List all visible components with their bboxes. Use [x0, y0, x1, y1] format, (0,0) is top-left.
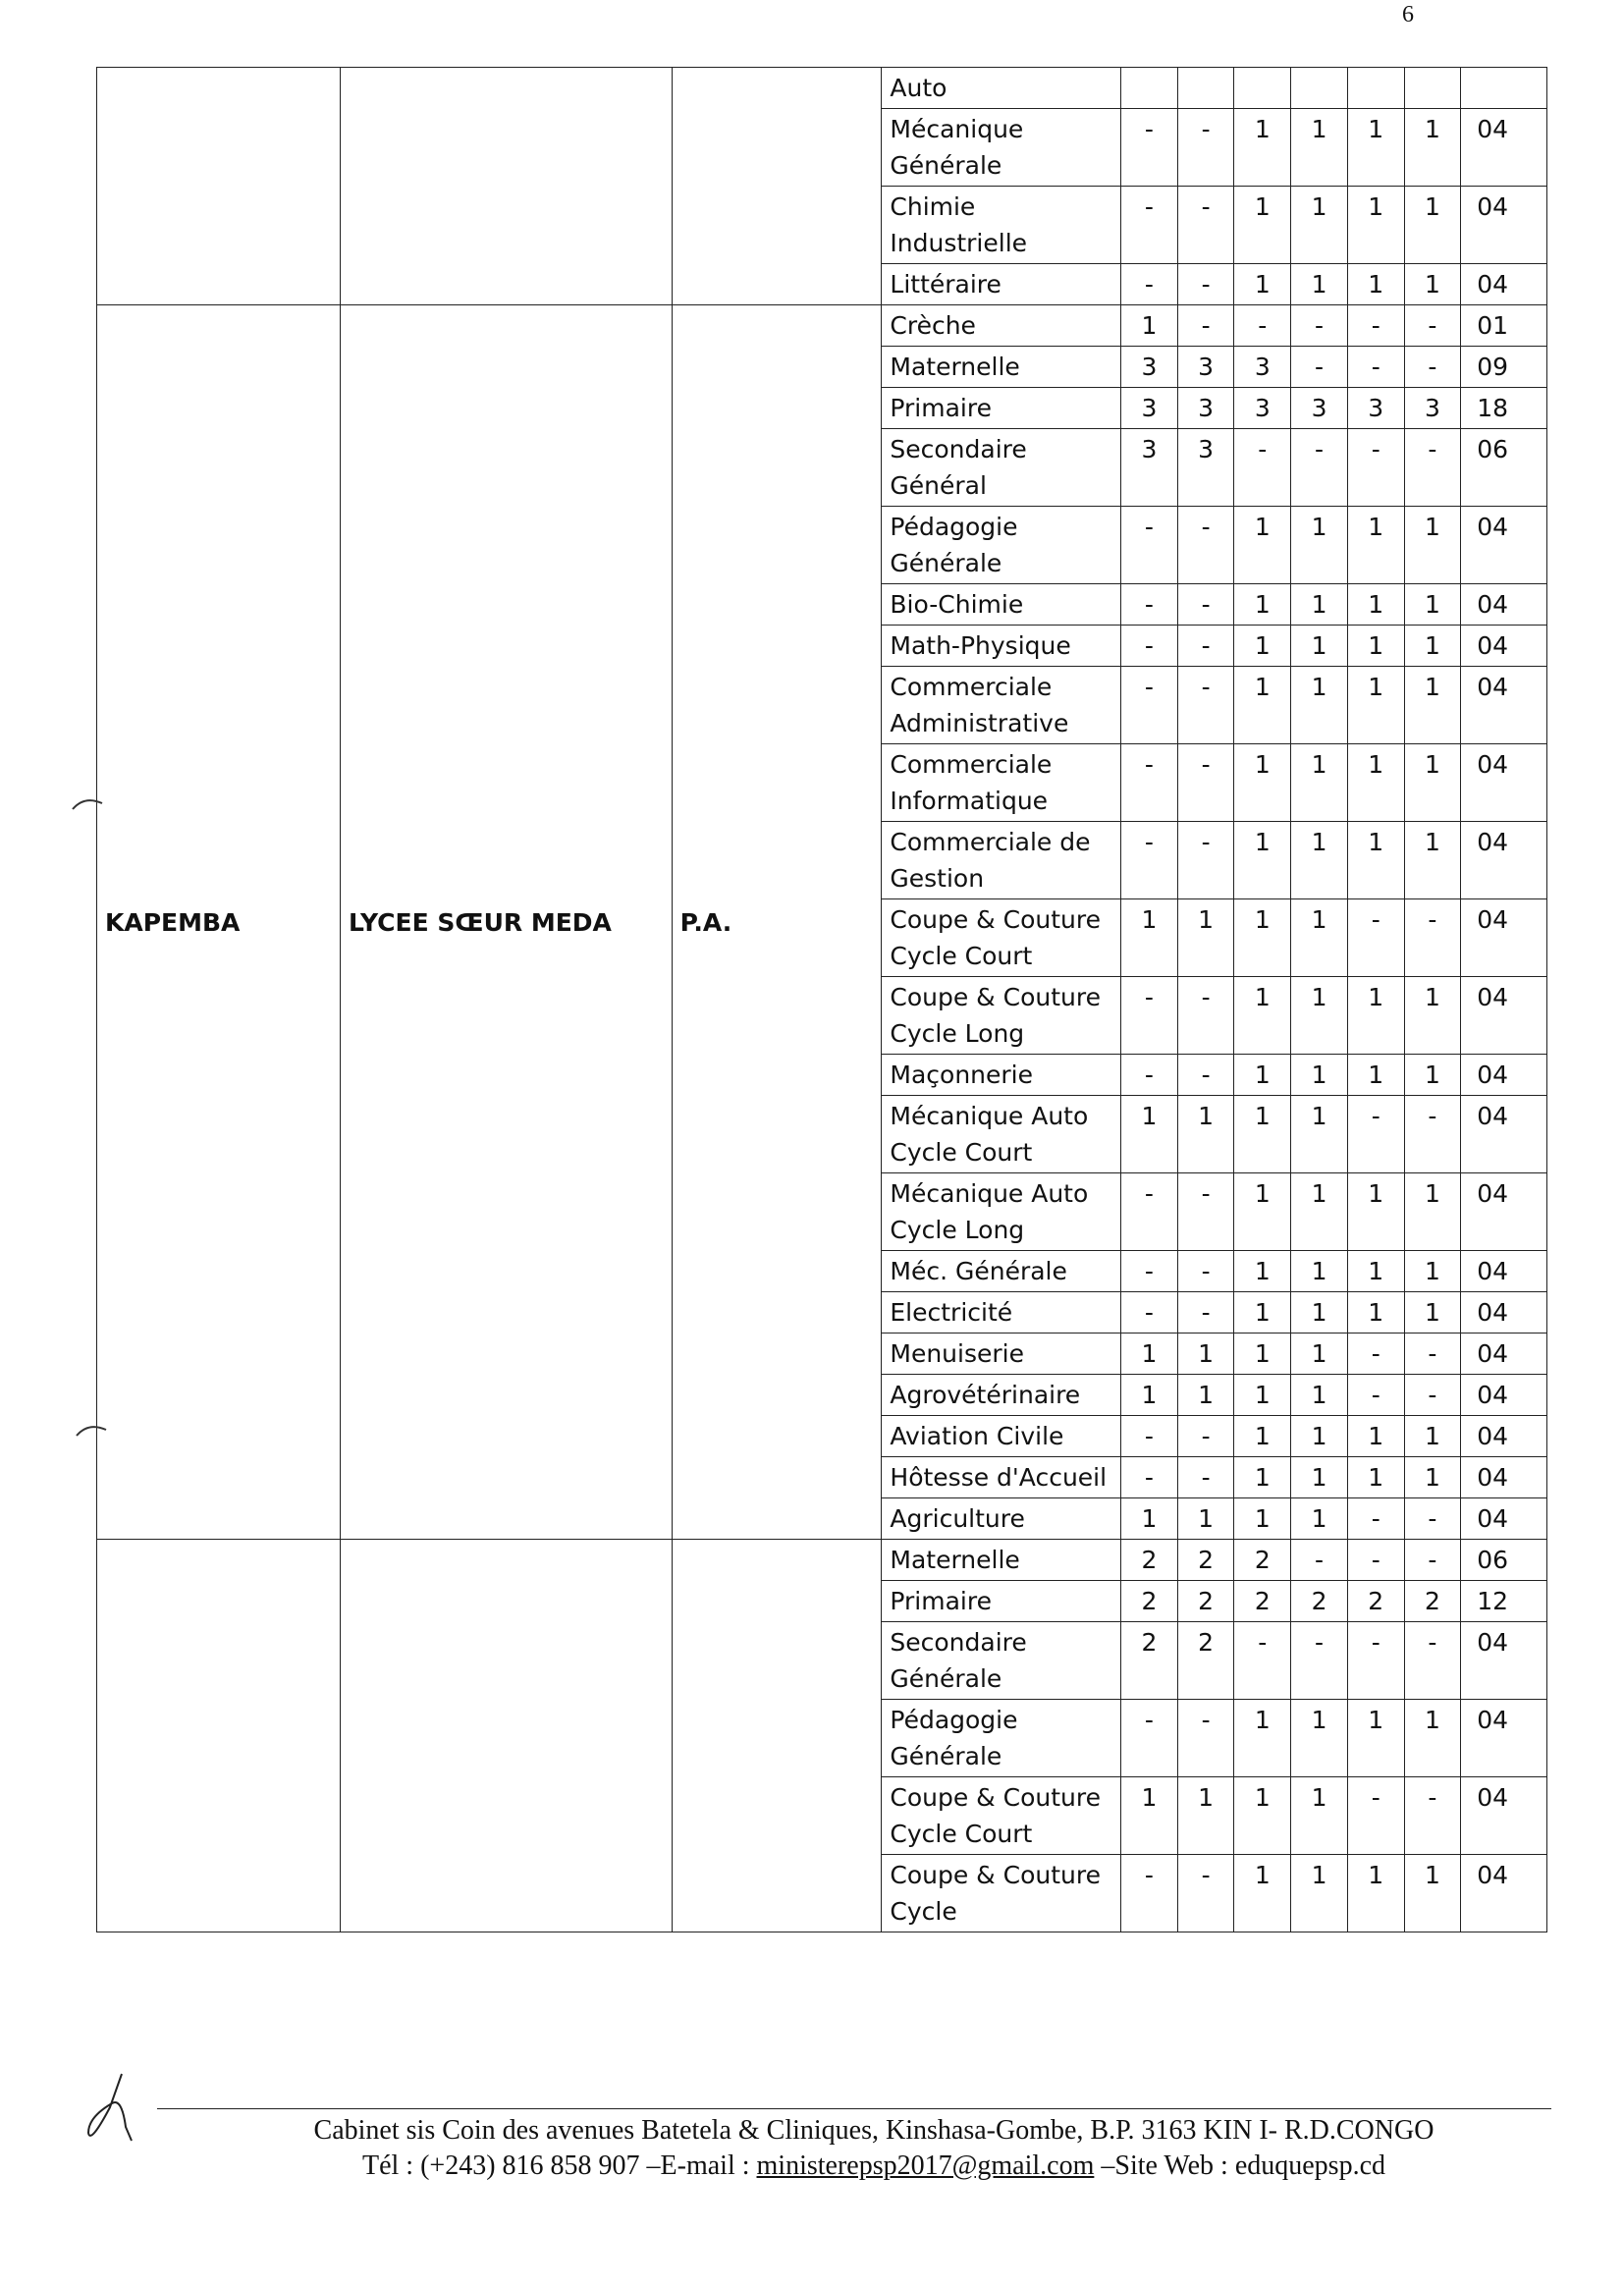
class-count-cell: -	[1234, 1622, 1291, 1700]
class-count-cell: 1	[1121, 1096, 1178, 1173]
class-count-cell: -	[1177, 1855, 1234, 1932]
option-label: Commerciale de Gestion	[882, 822, 1121, 899]
class-count-cell	[1291, 68, 1348, 109]
class-count-cell: -	[1121, 977, 1178, 1055]
class-count-cell: -	[1404, 1375, 1461, 1416]
class-count-cell: 3	[1291, 388, 1348, 429]
class-count-cell: 2	[1234, 1581, 1291, 1622]
footer-website: –Site Web : eduquepsp.cd	[1094, 2150, 1385, 2181]
option-label: Menuiserie	[882, 1334, 1121, 1375]
class-count-cell: -	[1177, 1700, 1234, 1777]
class-count-cell: -	[1121, 1292, 1178, 1334]
total-cell: 04	[1461, 264, 1547, 305]
class-count-cell: 1	[1404, 977, 1461, 1055]
class-count-cell: 1	[1404, 1055, 1461, 1096]
class-count-cell: 1	[1347, 264, 1404, 305]
class-count-cell: -	[1234, 305, 1291, 347]
class-count-cell: 1	[1177, 899, 1234, 977]
option-label: Electricité	[882, 1292, 1121, 1334]
class-count-cell: 1	[1234, 1700, 1291, 1777]
localite-cell: KAPEMBA	[97, 305, 341, 1540]
total-cell: 09	[1461, 347, 1547, 388]
class-count-cell: -	[1347, 1777, 1404, 1855]
class-count-cell: -	[1404, 1622, 1461, 1700]
class-count-cell: 1	[1234, 507, 1291, 584]
class-count-cell: -	[1121, 1457, 1178, 1498]
class-count-cell: 1	[1234, 264, 1291, 305]
class-count-cell: 1	[1347, 626, 1404, 667]
option-label: Crèche	[882, 305, 1121, 347]
class-count-cell: 1	[1347, 1700, 1404, 1777]
class-count-cell: -	[1177, 626, 1234, 667]
class-count-cell: 1	[1404, 1416, 1461, 1457]
option-label: Mécanique Auto Cycle Court	[882, 1096, 1121, 1173]
class-count-cell: -	[1347, 1334, 1404, 1375]
class-count-cell	[1234, 68, 1291, 109]
class-count-cell: -	[1404, 1096, 1461, 1173]
class-count-cell: 1	[1291, 264, 1348, 305]
class-count-cell: 1	[1234, 187, 1291, 264]
class-count-cell: 3	[1121, 429, 1178, 507]
total-cell: 12	[1461, 1581, 1547, 1622]
class-count-cell: -	[1291, 429, 1348, 507]
footer-email-link[interactable]: ministerepsp2017@gmail.com	[756, 2150, 1095, 2181]
class-count-cell	[1347, 68, 1404, 109]
class-count-cell: 1	[1234, 1498, 1291, 1540]
option-label: Pédagogie Générale	[882, 1700, 1121, 1777]
option-label: Primaire	[882, 388, 1121, 429]
class-count-cell: 1	[1291, 1292, 1348, 1334]
class-count-cell: 1	[1404, 1251, 1461, 1292]
class-count-cell	[1121, 68, 1178, 109]
school-cell	[340, 1540, 672, 1932]
class-count-cell: -	[1177, 1055, 1234, 1096]
class-count-cell: 1	[1234, 899, 1291, 977]
total-cell: 04	[1461, 1855, 1547, 1932]
class-count-cell: 1	[1291, 1457, 1348, 1498]
class-count-cell: -	[1347, 305, 1404, 347]
class-count-cell: 1	[1347, 1457, 1404, 1498]
class-count-cell: 1	[1347, 1251, 1404, 1292]
footer-telephone: Tél : (+243) 816 858 907 –E-mail :	[362, 2150, 757, 2181]
class-count-cell: 1	[1291, 822, 1348, 899]
class-count-cell: 1	[1291, 187, 1348, 264]
option-label: Commerciale Administrative	[882, 667, 1121, 744]
class-count-cell: 1	[1291, 1096, 1348, 1173]
margin-pen-mark	[71, 793, 104, 813]
total-cell: 04	[1461, 1334, 1547, 1375]
class-count-cell: -	[1347, 429, 1404, 507]
class-count-cell: 1	[1404, 109, 1461, 187]
class-count-cell: 3	[1234, 347, 1291, 388]
class-count-cell: -	[1177, 109, 1234, 187]
class-count-cell: -	[1121, 507, 1178, 584]
option-label: Aviation Civile	[882, 1416, 1121, 1457]
class-count-cell: 1	[1234, 822, 1291, 899]
table-row	[97, 1540, 1547, 1581]
total-cell: 04	[1461, 1173, 1547, 1251]
footer-contact	[137, 2149, 1610, 2184]
school-cell	[340, 68, 672, 305]
class-count-cell: 1	[1291, 584, 1348, 626]
total-cell: 04	[1461, 187, 1547, 264]
total-cell	[1461, 68, 1547, 109]
class-count-cell: 1	[1404, 1457, 1461, 1498]
class-count-cell: 3	[1177, 429, 1234, 507]
total-cell: 04	[1461, 1251, 1547, 1292]
table-body	[97, 68, 1547, 1932]
class-count-cell: 1	[1291, 977, 1348, 1055]
class-count-cell: 1	[1347, 1173, 1404, 1251]
class-count-cell: 1	[1177, 1777, 1234, 1855]
class-count-cell: -	[1177, 744, 1234, 822]
class-count-cell: 3	[1234, 388, 1291, 429]
class-count-cell: 3	[1347, 388, 1404, 429]
class-count-cell: 1	[1291, 1334, 1348, 1375]
option-label: Commerciale Informatique	[882, 744, 1121, 822]
class-count-cell: 1	[1291, 1055, 1348, 1096]
class-count-cell: 2	[1347, 1581, 1404, 1622]
class-count-cell: 1	[1234, 1375, 1291, 1416]
option-label: Pédagogie Générale	[882, 507, 1121, 584]
option-label: Coupe & Couture Cycle	[882, 1855, 1121, 1932]
class-count-cell: -	[1121, 584, 1178, 626]
class-count-cell: -	[1121, 1173, 1178, 1251]
class-count-cell: 1	[1404, 187, 1461, 264]
option-label: Math-Physique	[882, 626, 1121, 667]
total-cell: 04	[1461, 1498, 1547, 1540]
regime-cell	[672, 68, 882, 305]
class-count-cell: 1	[1121, 305, 1178, 347]
class-count-cell: -	[1177, 1251, 1234, 1292]
class-count-cell: 1	[1347, 744, 1404, 822]
option-label: Maternelle	[882, 347, 1121, 388]
class-count-cell: 1	[1121, 1498, 1178, 1540]
class-count-cell: -	[1347, 347, 1404, 388]
class-count-cell: -	[1121, 1700, 1178, 1777]
class-count-cell: 1	[1234, 1855, 1291, 1932]
option-label: Hôtesse d'Accueil	[882, 1457, 1121, 1498]
class-count-cell: -	[1121, 1251, 1178, 1292]
class-count-cell: -	[1347, 1498, 1404, 1540]
total-cell: 04	[1461, 507, 1547, 584]
class-count-cell: 2	[1234, 1540, 1291, 1581]
class-count-cell: -	[1177, 1416, 1234, 1457]
class-count-cell: 1	[1234, 1457, 1291, 1498]
class-count-cell: 2	[1291, 1581, 1348, 1622]
class-count-cell: 1	[1404, 1292, 1461, 1334]
class-count-cell: 3	[1121, 388, 1178, 429]
option-label: Littéraire	[882, 264, 1121, 305]
school-options-table	[96, 67, 1547, 1932]
localite-cell	[97, 68, 341, 305]
class-count-cell: 2	[1121, 1581, 1178, 1622]
class-count-cell: -	[1347, 1540, 1404, 1581]
footer	[137, 2113, 1610, 2184]
class-count-cell: -	[1121, 1055, 1178, 1096]
school-cell: LYCEE SŒUR MEDA	[340, 305, 672, 1540]
class-count-cell: 1	[1347, 1292, 1404, 1334]
total-cell: 04	[1461, 822, 1547, 899]
class-count-cell: -	[1347, 1375, 1404, 1416]
class-count-cell: -	[1177, 1292, 1234, 1334]
class-count-cell: 1	[1121, 1334, 1178, 1375]
total-cell: 04	[1461, 1416, 1547, 1457]
class-count-cell: 2	[1121, 1622, 1178, 1700]
total-cell: 18	[1461, 388, 1547, 429]
class-count-cell: 2	[1177, 1581, 1234, 1622]
regime-cell	[672, 1540, 882, 1932]
class-count-cell: 1	[1291, 1416, 1348, 1457]
total-cell: 04	[1461, 1375, 1547, 1416]
class-count-cell: 1	[1291, 1855, 1348, 1932]
class-count-cell: 1	[1291, 1700, 1348, 1777]
class-count-cell: 1	[1234, 626, 1291, 667]
class-count-cell: 1	[1234, 109, 1291, 187]
class-count-cell: 3	[1177, 347, 1234, 388]
total-cell: 06	[1461, 429, 1547, 507]
footer-divider	[157, 2108, 1551, 2109]
option-label: Maternelle	[882, 1540, 1121, 1581]
class-count-cell: 1	[1291, 1375, 1348, 1416]
class-count-cell: 1	[1347, 977, 1404, 1055]
class-count-cell: 1	[1291, 1777, 1348, 1855]
table-row	[97, 305, 1547, 347]
total-cell: 04	[1461, 667, 1547, 744]
total-cell: 04	[1461, 1292, 1547, 1334]
total-cell: 04	[1461, 744, 1547, 822]
option-label: Agriculture	[882, 1498, 1121, 1540]
class-count-cell: 1	[1347, 1855, 1404, 1932]
class-count-cell: 2	[1177, 1540, 1234, 1581]
class-count-cell: 2	[1121, 1540, 1178, 1581]
class-count-cell: 1	[1291, 626, 1348, 667]
class-count-cell: -	[1291, 1622, 1348, 1700]
class-count-cell: 1	[1404, 1173, 1461, 1251]
option-label: Coupe & Couture Cycle Court	[882, 1777, 1121, 1855]
class-count-cell: -	[1177, 507, 1234, 584]
class-count-cell: 1	[1177, 1498, 1234, 1540]
class-count-cell: 1	[1234, 1777, 1291, 1855]
class-count-cell: -	[1404, 1777, 1461, 1855]
class-count-cell: -	[1121, 1855, 1178, 1932]
class-count-cell: 1	[1234, 584, 1291, 626]
option-label: Primaire	[882, 1581, 1121, 1622]
class-count-cell: 1	[1404, 667, 1461, 744]
class-count-cell: 1	[1121, 1777, 1178, 1855]
class-count-cell: -	[1177, 977, 1234, 1055]
class-count-cell: 2	[1404, 1581, 1461, 1622]
option-label: Méc. Générale	[882, 1251, 1121, 1292]
class-count-cell: 1	[1347, 187, 1404, 264]
total-cell: 04	[1461, 1096, 1547, 1173]
option-label: Chimie Industrielle	[882, 187, 1121, 264]
class-count-cell: 1	[1404, 744, 1461, 822]
total-cell: 04	[1461, 899, 1547, 977]
class-count-cell: -	[1347, 1096, 1404, 1173]
class-count-cell: 1	[1404, 264, 1461, 305]
option-label: Auto	[882, 68, 1121, 109]
class-count-cell: -	[1404, 429, 1461, 507]
class-count-cell: -	[1404, 305, 1461, 347]
option-label: Secondaire Générale	[882, 1622, 1121, 1700]
option-label: Agrovétérinaire	[882, 1375, 1121, 1416]
class-count-cell: 3	[1177, 388, 1234, 429]
class-count-cell: 1	[1404, 626, 1461, 667]
total-cell: 04	[1461, 1055, 1547, 1096]
total-cell: 04	[1461, 1457, 1547, 1498]
class-count-cell: 2	[1177, 1622, 1234, 1700]
class-count-cell: -	[1291, 305, 1348, 347]
class-count-cell: -	[1404, 1540, 1461, 1581]
class-count-cell: 1	[1291, 507, 1348, 584]
class-count-cell: 1	[1347, 667, 1404, 744]
class-count-cell: 1	[1177, 1096, 1234, 1173]
class-count-cell: 3	[1121, 347, 1178, 388]
class-count-cell: 1	[1121, 1375, 1178, 1416]
class-count-cell: 1	[1291, 1251, 1348, 1292]
class-count-cell: 1	[1404, 1855, 1461, 1932]
class-count-cell: -	[1291, 1540, 1348, 1581]
class-count-cell: -	[1177, 1457, 1234, 1498]
class-count-cell: -	[1177, 667, 1234, 744]
class-count-cell: -	[1177, 1173, 1234, 1251]
class-count-cell: 1	[1347, 584, 1404, 626]
class-count-cell: 1	[1121, 899, 1178, 977]
class-count-cell: 1	[1291, 667, 1348, 744]
option-label: Maçonnerie	[882, 1055, 1121, 1096]
class-count-cell: -	[1234, 429, 1291, 507]
class-count-cell: 1	[1234, 1251, 1291, 1292]
class-count-cell: 1	[1291, 1173, 1348, 1251]
class-count-cell	[1404, 68, 1461, 109]
option-label: Mécanique Générale	[882, 109, 1121, 187]
total-cell: 06	[1461, 1540, 1547, 1581]
footer-address: Cabinet sis Coin des avenues Batetela & Cliniques, Kinshasa-Gombe, B.P. 3163 KIN I- R.D.CONGO	[313, 2115, 1435, 2146]
class-count-cell: 1	[1234, 667, 1291, 744]
class-count-cell: 1	[1234, 1173, 1291, 1251]
class-count-cell: -	[1121, 1416, 1178, 1457]
option-label: Bio-Chimie	[882, 584, 1121, 626]
class-count-cell: 1	[1347, 1055, 1404, 1096]
class-count-cell: 1	[1347, 507, 1404, 584]
option-label: Mécanique Auto Cycle Long	[882, 1173, 1121, 1251]
option-label: Coupe & Couture Cycle Long	[882, 977, 1121, 1055]
class-count-cell: -	[1121, 667, 1178, 744]
class-count-cell: 1	[1177, 1334, 1234, 1375]
class-count-cell: 1	[1404, 584, 1461, 626]
class-count-cell: 1	[1347, 109, 1404, 187]
class-count-cell: -	[1121, 744, 1178, 822]
class-count-cell	[1177, 68, 1234, 109]
class-count-cell: 1	[1291, 899, 1348, 977]
table-row	[97, 68, 1547, 109]
option-label: Secondaire Général	[882, 429, 1121, 507]
class-count-cell: 1	[1347, 822, 1404, 899]
class-count-cell: 1	[1234, 1055, 1291, 1096]
class-count-cell: -	[1404, 1334, 1461, 1375]
class-count-cell: -	[1404, 347, 1461, 388]
total-cell: 04	[1461, 1777, 1547, 1855]
total-cell: 04	[1461, 109, 1547, 187]
localite-cell	[97, 1540, 341, 1932]
class-count-cell: -	[1404, 899, 1461, 977]
class-count-cell: 1	[1234, 1292, 1291, 1334]
class-count-cell: -	[1291, 347, 1348, 388]
class-count-cell: -	[1177, 187, 1234, 264]
class-count-cell: -	[1121, 264, 1178, 305]
class-count-cell: -	[1177, 305, 1234, 347]
total-cell: 04	[1461, 584, 1547, 626]
total-cell: 04	[1461, 626, 1547, 667]
class-count-cell: 1	[1404, 822, 1461, 899]
class-count-cell: 3	[1404, 388, 1461, 429]
class-count-cell: -	[1121, 109, 1178, 187]
page-number: 6	[1402, 2, 1414, 27]
class-count-cell: -	[1404, 1498, 1461, 1540]
class-count-cell: -	[1177, 584, 1234, 626]
class-count-cell: -	[1121, 187, 1178, 264]
class-count-cell: -	[1177, 822, 1234, 899]
option-label: Coupe & Couture Cycle Court	[882, 899, 1121, 977]
class-count-cell: 1	[1234, 977, 1291, 1055]
total-cell: 04	[1461, 977, 1547, 1055]
class-count-cell: 1	[1291, 744, 1348, 822]
class-count-cell: 1	[1234, 1334, 1291, 1375]
class-count-cell: -	[1121, 822, 1178, 899]
class-count-cell: 1	[1347, 1416, 1404, 1457]
class-count-cell: 1	[1404, 507, 1461, 584]
total-cell: 04	[1461, 1622, 1547, 1700]
class-count-cell: 1	[1404, 1700, 1461, 1777]
signature-mark	[82, 2068, 141, 2147]
class-count-cell: 1	[1234, 744, 1291, 822]
class-count-cell: 1	[1291, 109, 1348, 187]
class-count-cell: 1	[1234, 1096, 1291, 1173]
class-count-cell: -	[1121, 626, 1178, 667]
total-cell: 01	[1461, 305, 1547, 347]
margin-pen-mark	[75, 1420, 108, 1440]
class-count-cell: 1	[1234, 1416, 1291, 1457]
class-count-cell: 1	[1177, 1375, 1234, 1416]
regime-cell: P.A.	[672, 305, 882, 1540]
class-count-cell: -	[1347, 899, 1404, 977]
total-cell: 04	[1461, 1700, 1547, 1777]
class-count-cell: -	[1347, 1622, 1404, 1700]
class-count-cell: -	[1177, 264, 1234, 305]
class-count-cell: 1	[1291, 1498, 1348, 1540]
